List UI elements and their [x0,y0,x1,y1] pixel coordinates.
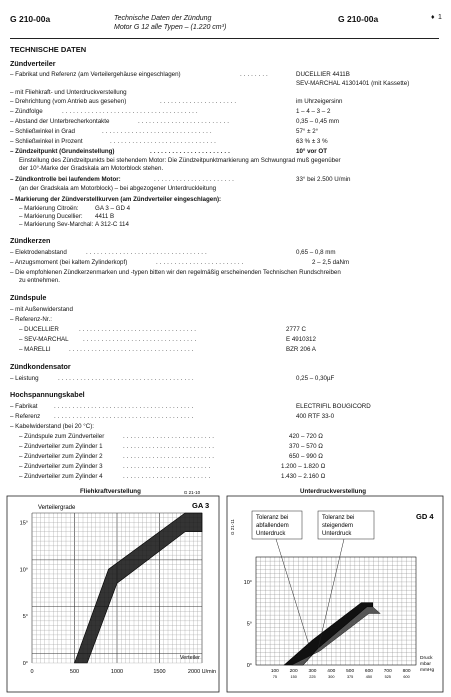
row-drehrichtung [10,97,442,107]
row-label: – Anzugsmoment (bei kaltem Zylinderkopf) [10,259,128,266]
y-tick-label: 0° [246,663,252,669]
leader-dots: ........................ [123,463,213,470]
chart-ref: G 21-10 [183,490,201,495]
section-zuendspule: Zündspule [10,293,47,302]
x-tick-label: 200 [289,669,298,674]
leader-dots: ......................... [138,118,231,125]
row-value: 1.430 – 2.160 Ω [281,473,326,480]
leader-dots: ..................................... [62,108,200,115]
row-value: BZR 206 A [286,346,316,353]
row-label: – mit Fliehkraft- und Unterdruckverstellung [10,89,127,96]
row-value: SEV-MARCHAL 41301401 (mit Kassette) [296,80,410,87]
leader-dots: ...................... [150,148,232,155]
x-tick-label: 100 [270,669,279,674]
annotation-falling: Toleranz bei [256,515,289,521]
row-aussenwiderstand [10,305,442,315]
note-text: Einstellung des Zündzeitpunkts bei stehendem Motor: Die Zündzeitpunktmarkierung am Schwungrad muß gegenüber [19,157,341,164]
y-tick-label: 10° [243,579,252,586]
row-label: – Elektrodenabstand [10,249,67,256]
row-value: 33° bei 2.500 U/min [296,176,351,183]
chart-title-fliehkraft: Fliehkraftverstellung [80,488,141,495]
y-tick-label: 10° [19,567,28,574]
x-subtick-label: 600 [403,675,410,679]
header-rule [10,38,439,39]
row-value: 0,25 – 0,30µF [296,375,335,382]
row-value: 650 – 990 Ω [289,453,323,460]
x-tick-label: 0 [30,669,34,675]
row-note [19,184,451,194]
x-tick-label: 400 [327,669,336,674]
row-label: – Leistung [10,375,39,382]
row-label: – Zündverteiler zum Zylinder 1 [19,443,103,450]
row-value: 400 RTF 33-0 [296,413,335,420]
document-title [114,14,324,32]
row-kabelwiderstand [10,422,442,432]
leader-dots: ............................... [83,336,199,343]
row-kabel-zyl4 [19,472,442,482]
row-value: 1 – 4 – 3 – 2 [296,108,331,115]
section-zuendkondensator: Zündkondensator [10,362,71,371]
x-tick-label: 800 [402,669,411,674]
row-label: – mit Außenwiderstand [10,306,73,313]
leader-dots: ................................. [86,249,209,256]
row-value: DUCELLIER 4411B [296,71,350,78]
row-label: – Referenz-Nr.: [10,316,52,323]
y-tick-label: 5° [246,621,252,628]
x-tick-label: 600 [364,669,373,674]
x-subtick-label: 225 [309,675,316,679]
row-label: – Zündverteiler zum Zylinder 3 [19,463,103,470]
row-label: zu entnehmen. [19,277,60,284]
row-note [19,164,451,174]
x-axis-label: mbar [420,662,431,667]
chart-ref: G 21-11 [230,519,235,535]
annotation-falling: abfallendem [256,523,289,529]
row-label: – Markierung Ducellier: [19,213,83,220]
row-value: GA 3 – GD 4 [95,205,131,212]
x-axis-label: Druck [420,656,433,661]
row-label: – Markierung Sev-Marchal: [19,221,94,228]
row-kabel-referenz [10,412,442,422]
document-code-left: G 210-00a [10,14,51,24]
x-subtick-label: 375 [346,675,354,679]
row-label: – Kabelwiderstand (bei 20 °C): [10,423,94,430]
row-value: ELECTRIFIL BOUGICORD [296,403,371,410]
row-label: – Zündfolge [10,108,43,115]
row-label: – Schließwinkel in Grad [10,128,75,135]
row-value: 420 – 720 Ω [289,433,323,440]
leader-dots: .............................. [102,128,214,135]
leader-dots: ......................... [123,433,216,440]
row-leistung [10,374,442,384]
annotation-falling: Unterdruck [256,531,286,537]
row-label: – Die empfohlenen Zündkerzenmarken und -typen bitten wir den regelmäßig erscheinenden Technischen Rundschreiben [10,269,341,276]
row-kabel-fabrikat [10,402,442,412]
row-kabel-zyl1 [19,442,442,452]
row-referenz-nr [10,315,442,325]
x-axis-label: mmHg [420,668,435,673]
leader-dots: ...................... [154,176,236,183]
chart-code: GA 3 [192,501,210,510]
section-zuendkerzen: Zündkerzen [10,236,51,245]
title-line-1: Technische Daten der Zündung [114,15,212,22]
row-value: 10° vor OT [296,148,328,155]
row-label: – Schließwinkel in Prozent [10,138,83,145]
row-value: A 312-C 114 [95,221,129,228]
page-number: 1 [438,14,442,21]
x-axis-label: Verteiler [179,655,200,661]
note-text: der 10°-Marke der Gradskala am Motorblock stehen. [19,165,164,172]
chart-code: GD 4 [416,512,434,521]
row-value: 63 % ± 3 % [296,138,328,145]
leader-dots: ...................................... [54,403,196,410]
leader-dots: .................................. [69,346,196,353]
x-tick-label: 500 [69,669,80,675]
annotation-rising: Toleranz bei [322,515,355,521]
leader-dots: ............................. [110,138,218,145]
y-tick-label: 5° [22,614,28,621]
leader-dots: ........................ [123,473,213,480]
row-value: 57° ± 2° [296,128,319,135]
row-markierung-sevmarchal [19,220,451,230]
annotation-pointer [276,539,309,644]
leader-dots: ..................................... [58,375,196,382]
x-subtick-label: 300 [328,675,335,679]
y-tick-label: 15° [19,520,28,527]
row-label: – Zündspule zum Zündverteiler [19,433,105,440]
note-text: (an der Gradskala am Motorblock) – bei abgezogener Unterdruckleitung [19,185,217,192]
section-hochspannungskabel: Hochspannungskabel [10,390,85,399]
row-schliesswinkel-grad [10,127,442,137]
x-tick-label: 500 [346,669,355,674]
row-label: – Abstand der Unterbrecherkontakte [10,118,110,125]
row-label: – SEV-MARCHAL [19,336,69,343]
leader-dots: ........ [240,71,270,78]
row-kabel-spule [19,432,442,442]
row-label: – Markierung der Zündverstellkurven (am Zündverteiler eingeschlagen): [10,196,222,203]
row-kabel-zyl2 [19,452,442,462]
row-value: 2 – 2,5 daNm [312,259,350,266]
leader-dots: ......................... [123,443,216,450]
row-label: – Zündkontrolle bei laufendem Motor: [10,176,121,183]
x-subtick-label: 150 [290,675,297,679]
leader-dots: ........................ [156,259,246,266]
leader-dots: ......................... [123,453,216,460]
leader-dots: ..................... [160,98,239,105]
row-kabel-zyl3 [19,462,442,472]
y-tick-label: 0° [22,661,28,667]
x-tick-label: 1500 [153,669,166,675]
row-kerzen-hinweis-2 [19,276,451,286]
row-label: – DUCELLIER [19,326,59,333]
x-subtick-label: 525 [384,675,391,679]
row-value: 4411 B [95,213,115,220]
row-label: – MARELLI [19,346,51,353]
leader-dots: ...................................... [54,413,196,420]
x-tick-label: 1000 [110,669,124,675]
bullet-icon: ♦ [431,14,435,21]
row-label: – Zündzeitpunkt (Grundeinstellung) [10,148,115,155]
row-label: – Fabrikat [10,403,38,410]
y-axis-label: Verteilergrade [38,505,76,511]
row-value: 0,35 – 0,45 mm [296,118,339,125]
row-elektrodenabstand [10,248,442,258]
x-tick-label: 700 [383,669,392,674]
row-value: 0,65 – 0,8 mm [296,249,336,256]
x-subtick-label: 75 [272,675,277,679]
row-sevmarchal [19,335,442,345]
row-value: 2777 C [286,326,306,333]
annotation-rising: Unterdruck [322,531,352,537]
chart-unterdruckverstellung [226,495,444,693]
annotation-rising: steigendem [322,523,354,529]
x-subtick-label: 450 [365,675,373,679]
row-value: im Uhrzeigersinn [296,98,343,105]
row-label: – Markierung Citroën: [19,205,79,212]
row-anzugsmoment [10,258,442,268]
row-label: – Fabrikat und Referenz (am Verteilergehäuse eingeschlagen) [10,71,181,78]
row-zuendfolge [10,107,442,117]
row-marelli [19,345,442,355]
row-value: 1.200 – 1.820 Ω [281,463,326,470]
section-zuendverteiler: Zündverteiler [10,59,56,68]
title-line-2: Motor G 12 alle Typen – (1.220 cm³) [114,24,227,31]
leader-dots: ................................ [79,326,199,333]
row-value: 370 – 570 Ω [289,443,323,450]
row-ducellier [19,325,442,335]
main-title: TECHNISCHE DATEN [10,45,87,54]
row-schliesswinkel-prozent [10,137,442,147]
row-label: – Drehrichtung (vom Antrieb aus gesehen) [10,98,127,105]
x-tick-label: 300 [308,669,317,674]
x-tick-label: 2000 U/min [187,669,217,675]
row-abstand [10,117,442,127]
row-label: – Referenz [10,413,41,420]
document-code-right: G 210-00a [338,14,379,24]
chart-title-unterdruck: Unterdruckverstellung [300,488,367,495]
row-label: – Zündverteiler zum Zylinder 2 [19,453,103,460]
row-label: – Zündverteiler zum Zylinder 4 [19,473,103,480]
row-value: E 4910312 [286,336,316,343]
